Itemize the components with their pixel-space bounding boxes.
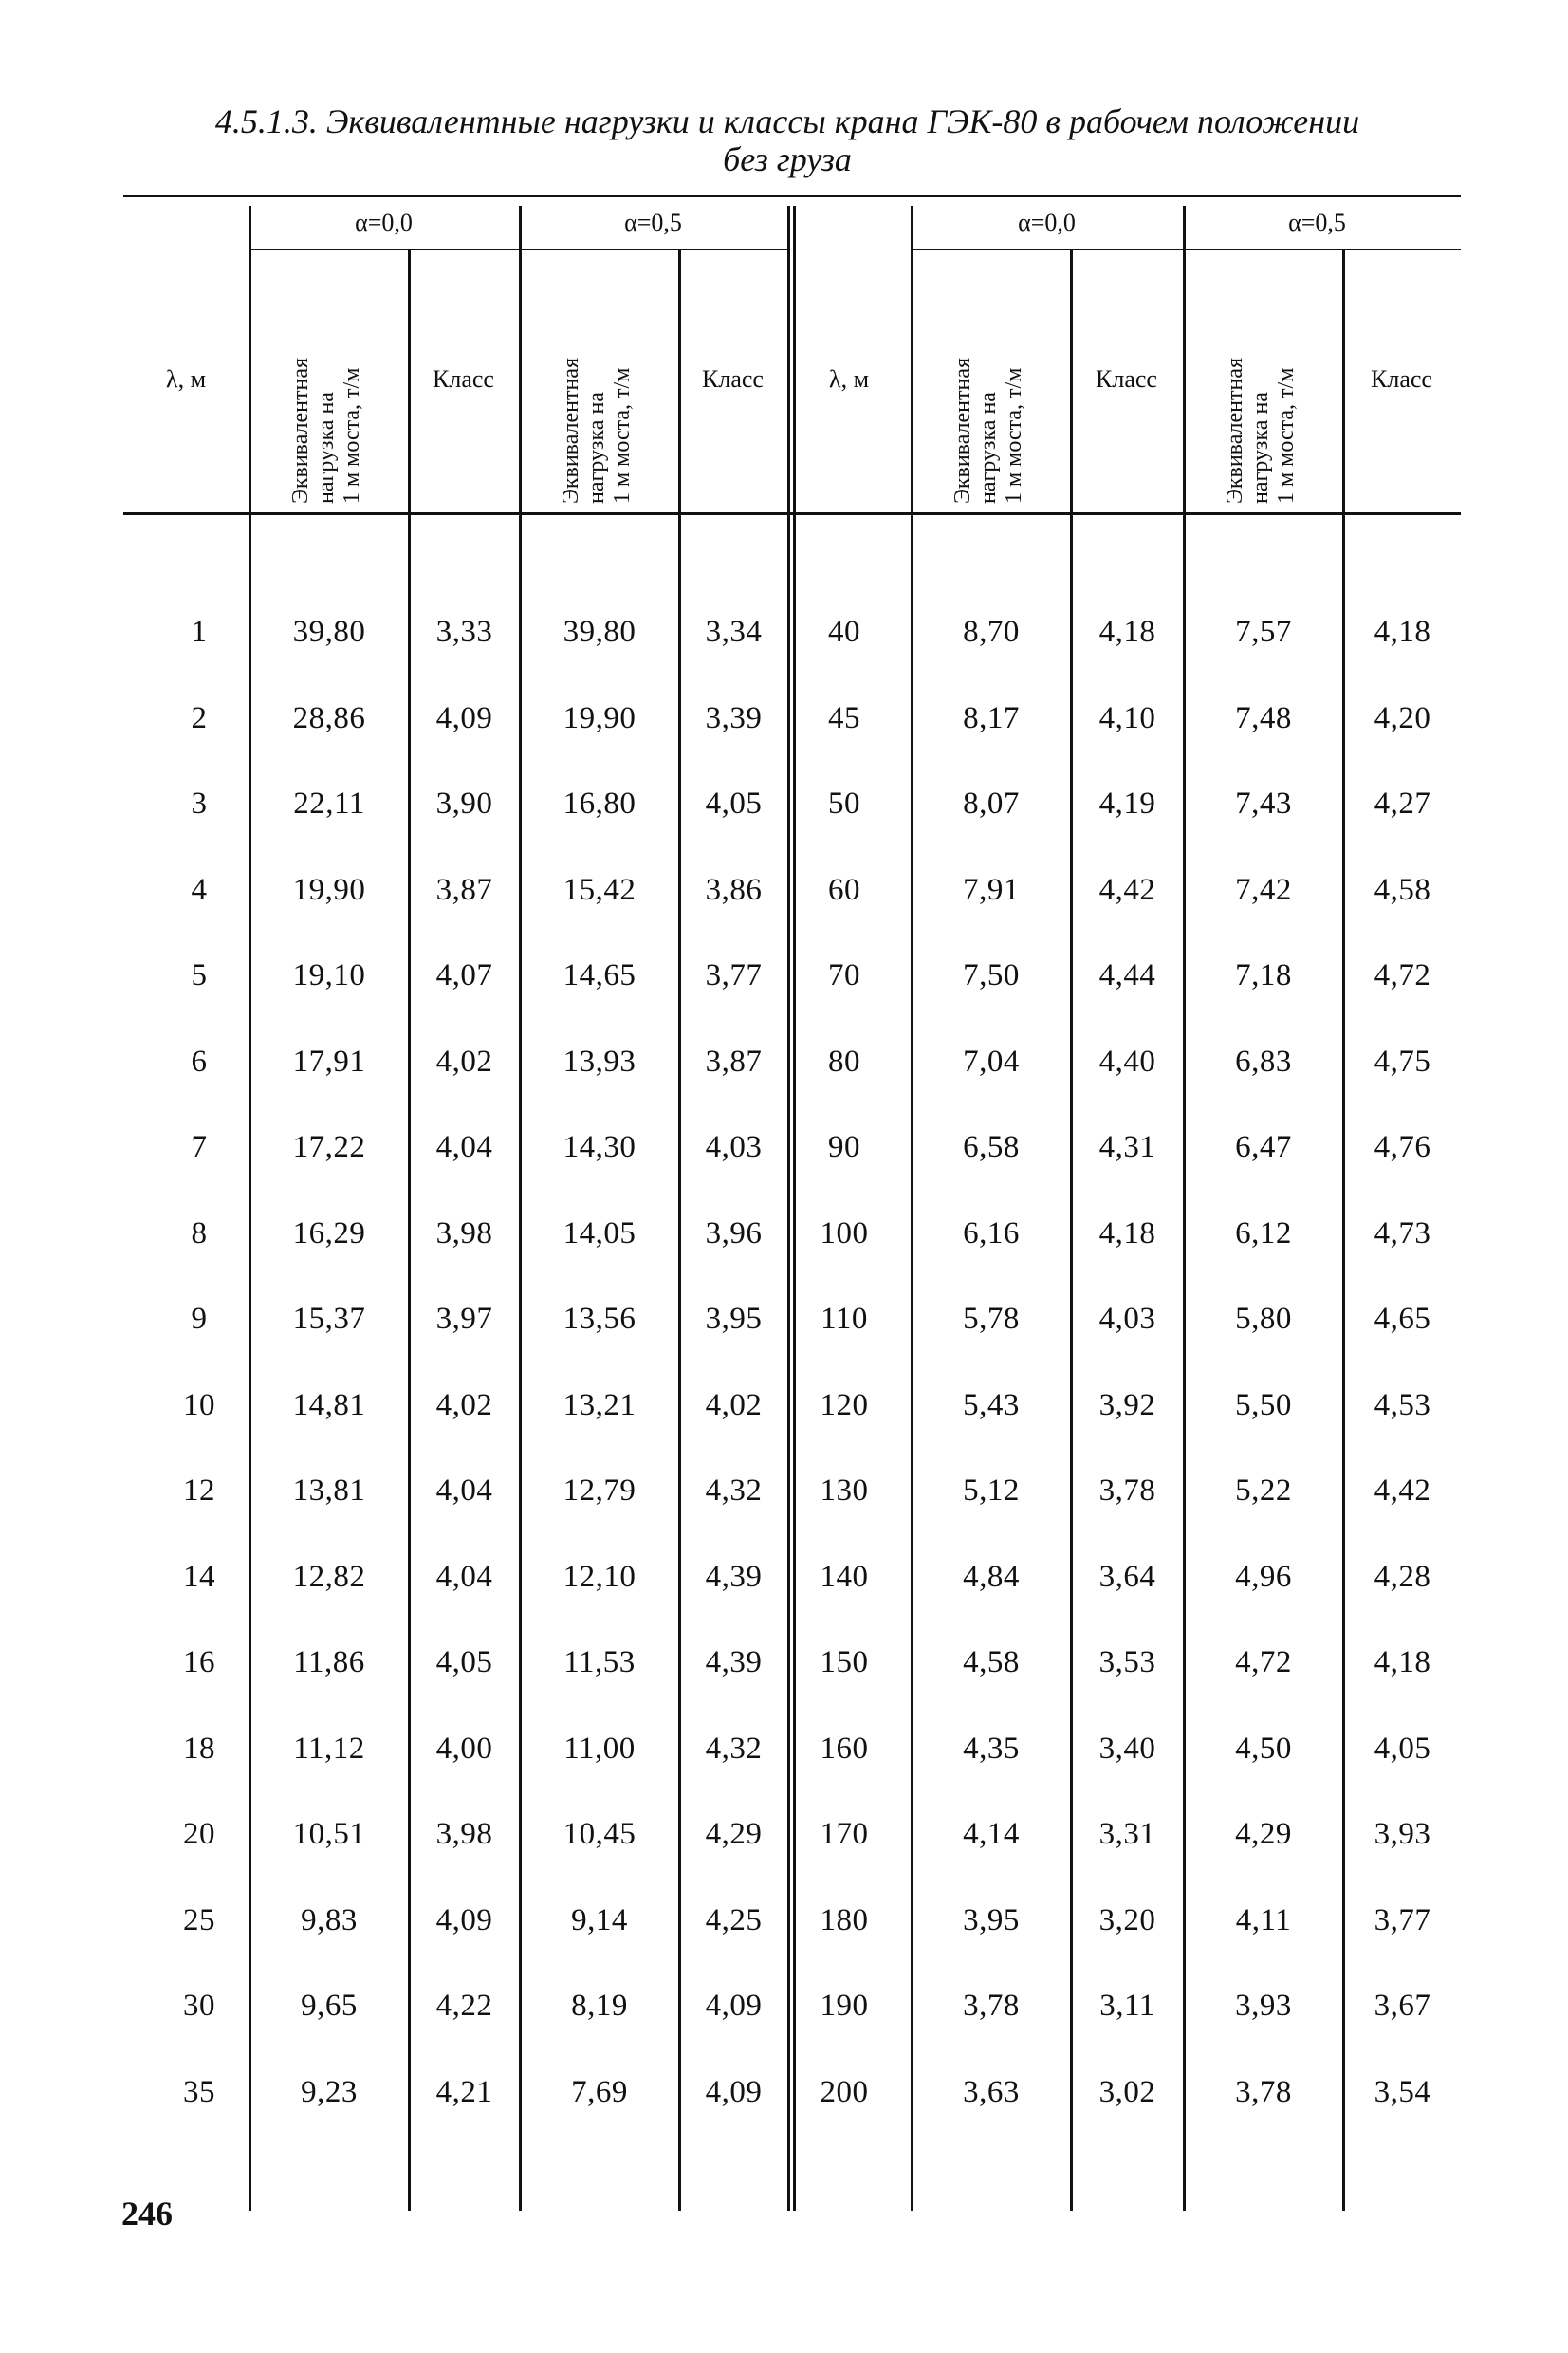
alpha-rule [1183,249,1461,250]
class-cell: 3,98 [435,1215,493,1251]
load-cell: 7,04 [963,1044,1020,1079]
class-cell: 4,44 [1098,958,1156,992]
load-cell: 6,12 [1235,1215,1292,1251]
class-header: Класс [702,365,764,393]
class-cell: 4,27 [1374,787,1431,821]
class-cell: 4,03 [1098,1302,1156,1336]
load-header-line: нагрузка на [314,392,339,504]
load-cell: 6,58 [963,1130,1020,1164]
lambda-cell: 50 [828,787,860,821]
class-cell: 4,05 [435,1645,493,1679]
alpha-header: α=0,0 [355,209,413,236]
load-cell: 8,70 [963,615,1020,649]
load-header-line: нагрузка на [976,392,1001,504]
load-cell: 14,30 [563,1130,636,1164]
class-header: Класс [1096,365,1157,393]
class-cell: 3,77 [705,958,763,992]
lambda-cell: 180 [820,1902,869,1937]
lambda-cell: 18 [183,1731,215,1766]
alpha-header: α=0,5 [624,209,682,236]
lambda-cell: 20 [183,1817,215,1851]
class-cell: 3,96 [705,1215,763,1251]
lambda-cell: 110 [821,1302,868,1336]
load-cell: 10,51 [292,1817,366,1851]
lambda-header: λ, м [165,365,207,393]
load-cell: 7,91 [963,872,1020,907]
load-cell: 12,10 [563,1559,636,1594]
class-cell: 4,42 [1374,1473,1431,1508]
load-cell: 19,10 [292,958,366,992]
class-cell: 4,04 [435,1130,493,1164]
load-cell: 4,58 [963,1645,1020,1679]
load-cell: 3,78 [1235,2074,1292,2109]
class-cell: 4,09 [435,700,493,735]
load-cell: 4,96 [1235,1559,1292,1594]
lambda-cell: 140 [820,1559,869,1594]
class-cell: 4,72 [1374,958,1431,992]
class-cell: 4,02 [705,1387,763,1422]
alpha-header: α=0,0 [1018,209,1076,236]
load-header-line: 1 м моста, т/м [1274,367,1299,504]
column-rule [519,206,522,2211]
title-line-2: без груза [723,140,852,178]
class-cell: 4,75 [1374,1044,1431,1079]
alpha-header: α=0,5 [1288,209,1346,236]
load-cell: 6,47 [1235,1130,1292,1164]
class-cell: 4,29 [705,1817,763,1851]
load-cell: 3,93 [1235,1989,1292,2023]
class-cell: 4,65 [1374,1302,1431,1336]
lambda-cell: 170 [820,1817,869,1851]
class-cell: 4,76 [1374,1130,1431,1164]
class-cell: 4,32 [705,1731,763,1766]
class-header: Класс [1371,365,1432,393]
class-cell: 3,40 [1098,1731,1156,1766]
class-cell: 3,64 [1098,1559,1156,1594]
class-cell: 3,39 [705,700,763,735]
load-cell: 4,35 [963,1731,1020,1766]
load-header [1223,257,1302,504]
lambda-cell: 4 [191,872,208,907]
lambda-cell: 150 [820,1645,869,1679]
class-cell: 4,05 [1374,1731,1431,1766]
class-cell: 4,03 [705,1130,763,1164]
class-cell: 4,18 [1098,1215,1156,1251]
class-cell: 4,04 [435,1473,493,1508]
load-cell: 13,56 [563,1302,636,1336]
lambda-cell: 45 [828,700,860,735]
load-cell: 11,86 [293,1645,365,1679]
load-cell: 5,78 [963,1302,1020,1336]
load-header-line: 1 м моста, т/м [1002,367,1026,504]
load-cell: 14,81 [292,1387,366,1422]
lambda-cell: 80 [828,1044,860,1079]
load-cell: 7,43 [1235,787,1292,821]
lambda-header: λ, м [828,365,870,393]
load-header-line: Эквивалентная [1223,357,1247,504]
lambda-cell: 70 [828,958,860,992]
class-cell: 4,09 [705,2074,763,2109]
class-cell: 4,73 [1374,1215,1431,1251]
load-cell: 9,65 [301,1989,358,2023]
load-cell: 28,86 [292,700,366,735]
lambda-cell: 100 [820,1215,869,1251]
class-cell: 4,09 [705,1989,763,2023]
load-header-line: Эквивалентная [950,357,975,504]
class-cell: 3,11 [1099,1989,1155,2023]
class-cell: 3,77 [1374,1902,1431,1937]
lambda-cell: 160 [820,1731,869,1766]
class-cell: 4,25 [705,1902,763,1937]
load-header-line: Эквивалентная [288,357,313,504]
class-cell: 3,31 [1098,1817,1156,1851]
class-cell: 3,87 [705,1044,763,1079]
load-cell: 5,80 [1235,1302,1292,1336]
lambda-cell: 14 [183,1559,215,1594]
load-cell: 19,90 [563,700,636,735]
title-line-1: 4.5.1.3. Эквивалентные нагрузки и классы крана ГЭК-80 в рабочем положении [214,102,1360,140]
load-cell: 5,22 [1235,1473,1292,1508]
load-cell: 4,72 [1235,1645,1292,1679]
lambda-cell: 35 [183,2074,215,2109]
class-cell: 4,02 [435,1044,493,1079]
load-cell: 4,50 [1235,1731,1292,1766]
class-cell: 4,39 [705,1645,763,1679]
load-cell: 8,07 [963,787,1020,821]
lambda-cell: 190 [820,1989,869,2023]
class-cell: 4,58 [1374,872,1431,907]
class-cell: 4,39 [705,1559,763,1594]
lambda-cell: 25 [183,1902,215,1937]
class-cell: 4,40 [1098,1044,1156,1079]
lambda-cell: 30 [183,1989,215,2023]
lambda-cell: 10 [183,1387,215,1422]
load-cell: 13,21 [563,1387,636,1422]
load-cell: 4,11 [1235,1902,1292,1937]
load-cell: 7,18 [1235,958,1292,992]
class-cell: 4,42 [1098,872,1156,907]
load-header [950,257,1030,504]
load-header-line: 1 м моста, т/м [340,367,364,504]
load-cell: 14,65 [563,958,636,992]
load-cell: 9,23 [301,2074,358,2109]
class-cell: 4,10 [1098,700,1156,735]
class-cell: 3,90 [435,787,493,821]
column-rule [911,206,913,2211]
load-cell: 15,42 [563,872,636,907]
lambda-cell: 60 [828,872,860,907]
class-cell: 4,31 [1098,1130,1156,1164]
load-cell: 4,29 [1235,1817,1292,1851]
lambda-cell: 16 [183,1645,215,1679]
lambda-cell: 1 [191,615,208,649]
load-cell: 12,82 [292,1559,366,1594]
lambda-cell: 2 [191,700,208,735]
class-cell: 4,02 [435,1387,493,1422]
class-cell: 3,02 [1098,2074,1156,2109]
class-cell: 3,34 [705,615,763,649]
alpha-rule [911,249,1183,250]
load-cell: 5,50 [1235,1387,1292,1422]
lambda-cell: 12 [183,1473,215,1508]
class-cell: 3,92 [1098,1387,1156,1422]
load-cell: 19,90 [292,872,366,907]
header-bottom-rule [123,512,1461,515]
class-cell: 4,53 [1374,1387,1431,1422]
class-cell: 4,18 [1098,615,1156,649]
class-cell: 3,86 [705,872,763,907]
lambda-cell: 6 [191,1044,208,1079]
alpha-rule [519,249,787,250]
class-cell: 3,78 [1098,1473,1156,1508]
class-cell: 3,53 [1098,1645,1156,1679]
load-cell: 3,78 [963,1989,1020,2023]
load-cell: 7,57 [1235,615,1292,649]
load-cell: 9,14 [571,1902,628,1937]
load-cell: 3,63 [963,2074,1020,2109]
class-cell: 4,05 [705,787,763,821]
load-cell: 7,48 [1235,700,1292,735]
column-rule [249,206,251,2211]
load-cell: 16,29 [292,1215,366,1251]
load-cell: 17,22 [292,1130,366,1164]
class-header: Класс [433,365,494,393]
class-cell: 4,07 [435,958,493,992]
load-cell: 8,17 [963,700,1020,735]
class-cell: 4,18 [1374,1645,1431,1679]
lambda-cell: 130 [820,1473,869,1508]
class-cell: 4,32 [705,1473,763,1508]
class-cell: 3,98 [435,1817,493,1851]
load-cell: 6,83 [1235,1044,1292,1079]
load-cell: 8,19 [571,1989,628,2023]
class-cell: 3,33 [435,615,493,649]
class-cell: 3,87 [435,872,493,907]
class-cell: 4,22 [435,1989,493,2023]
load-cell: 14,05 [563,1215,636,1251]
load-header [288,257,368,504]
alpha-rule [249,249,519,250]
class-cell: 4,09 [435,1902,493,1937]
load-cell: 39,80 [563,615,636,649]
load-cell: 7,69 [571,2074,628,2109]
load-cell: 13,81 [292,1473,366,1508]
load-cell: 15,37 [292,1302,366,1336]
load-cell: 4,14 [963,1817,1020,1851]
load-cell: 6,16 [963,1215,1020,1251]
lambda-cell: 40 [828,615,860,649]
class-cell: 3,67 [1374,1989,1431,2023]
class-cell: 4,28 [1374,1559,1431,1594]
class-cell: 4,04 [435,1559,493,1594]
load-cell: 16,80 [563,787,636,821]
load-cell: 3,95 [963,1902,1020,1937]
lambda-cell: 90 [828,1130,860,1164]
load-cell: 22,11 [293,787,365,821]
class-cell: 3,93 [1374,1817,1431,1851]
class-cell: 4,21 [435,2074,493,2109]
page-number: 246 [121,2195,173,2233]
table-title [123,102,1451,178]
lambda-cell: 200 [820,2074,869,2109]
load-header-line: Эквивалентная [559,357,583,504]
column-rule [787,206,790,2211]
class-cell: 4,00 [435,1731,493,1766]
load-cell: 7,50 [963,958,1020,992]
lambda-cell: 120 [820,1387,869,1422]
load-header [559,257,638,504]
load-cell: 12,79 [563,1473,636,1508]
class-cell: 3,97 [435,1302,493,1336]
class-cell: 4,20 [1374,700,1431,735]
lambda-cell: 5 [191,958,208,992]
load-cell: 7,42 [1235,872,1292,907]
class-cell: 3,95 [705,1302,763,1336]
load-cell: 4,84 [963,1559,1020,1594]
load-header-line: 1 м моста, т/м [610,367,635,504]
load-header-line: нагрузка на [584,392,609,504]
lambda-cell: 3 [191,787,208,821]
load-cell: 5,12 [963,1473,1020,1508]
load-header-line: нагрузка на [1248,392,1273,504]
lambda-cell: 8 [191,1215,208,1251]
lambda-cell: 7 [191,1130,208,1164]
class-cell: 3,54 [1374,2074,1431,2109]
class-cell: 4,18 [1374,615,1431,649]
load-cell: 9,83 [301,1902,358,1937]
load-cell: 11,12 [293,1731,365,1766]
lambda-cell: 9 [191,1302,208,1336]
class-cell: 4,19 [1098,787,1156,821]
column-rule [1183,206,1186,2211]
load-cell: 39,80 [292,615,366,649]
column-rule [793,206,796,2211]
load-cell: 5,43 [963,1387,1020,1422]
load-cell: 11,00 [563,1731,636,1766]
load-cell: 13,93 [563,1044,636,1079]
load-cell: 10,45 [563,1817,636,1851]
load-cell: 11,53 [563,1645,636,1679]
load-cell: 17,91 [292,1044,366,1079]
class-cell: 3,20 [1098,1902,1156,1937]
table-top-rule [123,195,1461,197]
